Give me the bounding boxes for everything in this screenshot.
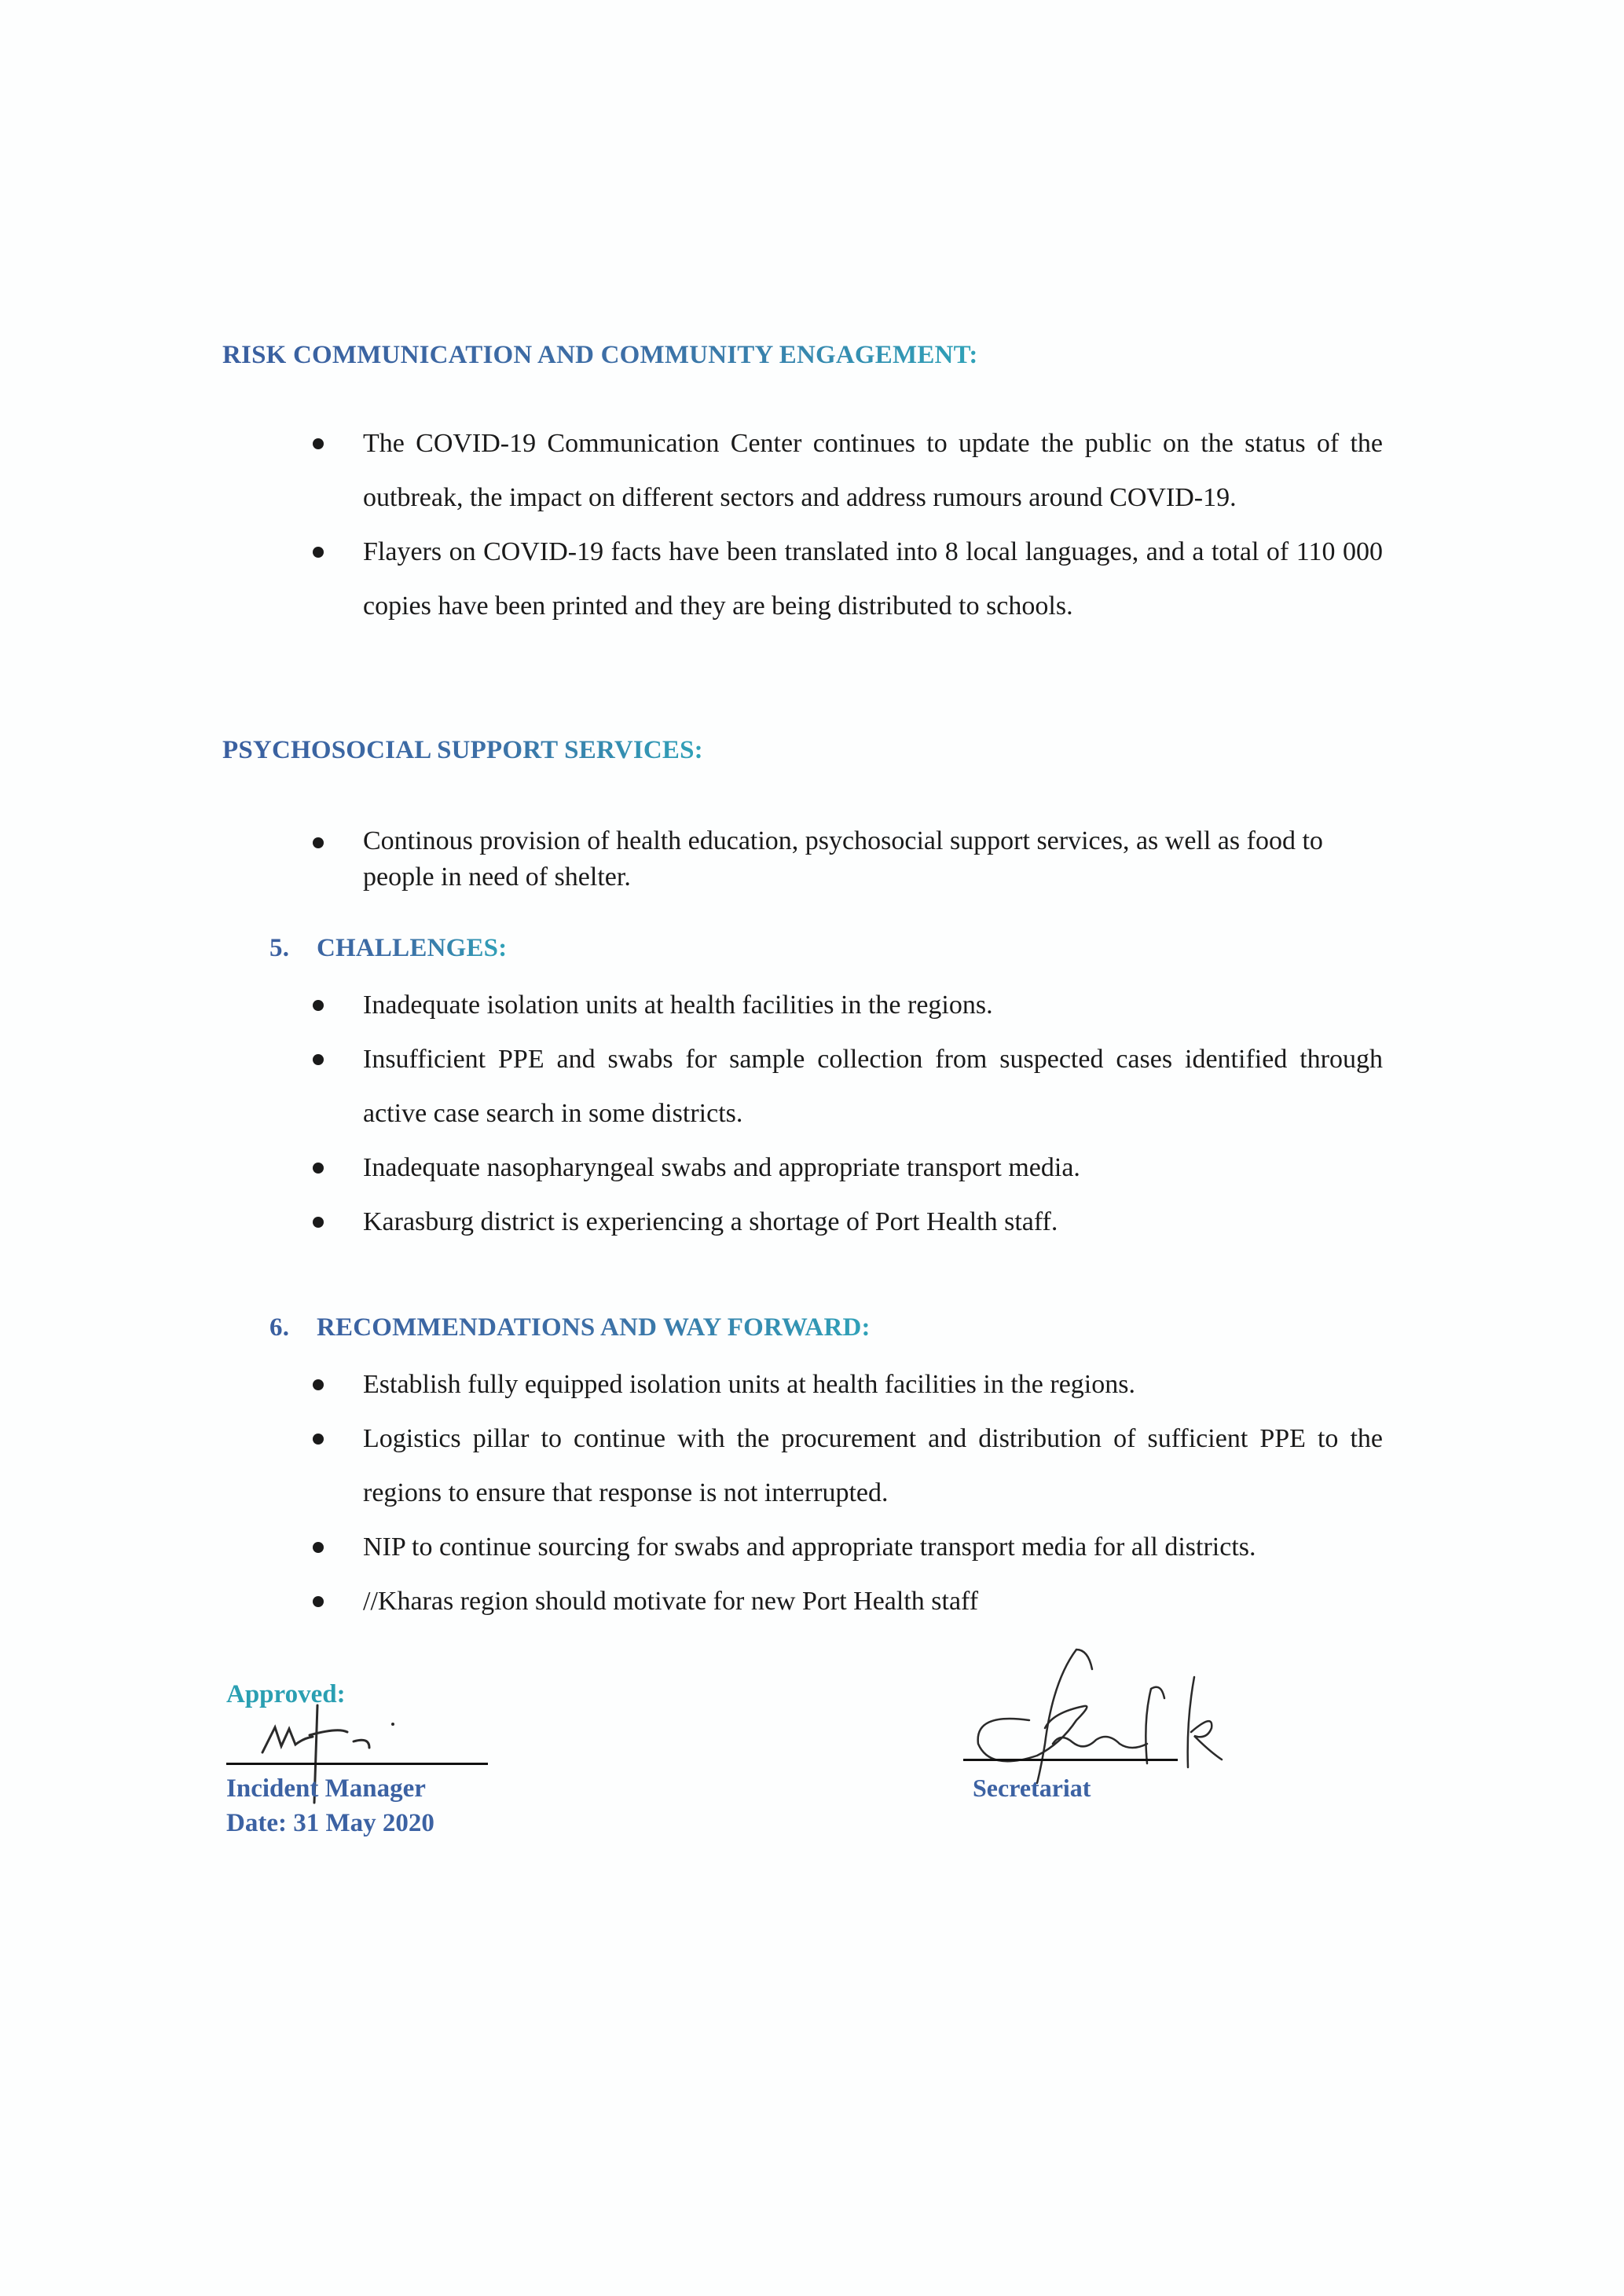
section-title: CHALLENGES: <box>317 934 508 962</box>
bullet-icon <box>313 1434 324 1445</box>
section-number: 6. <box>269 1313 290 1342</box>
secretariat-label: Secretariat <box>973 1774 1091 1802</box>
heading-recommendations <box>269 1313 871 1342</box>
bullet-icon <box>313 1054 324 1065</box>
heading-psychosocial: PSYCHOSOCIAL SUPPORT SERVICES: <box>222 736 703 764</box>
bullet-icon <box>313 438 324 449</box>
section-number: 5. <box>269 934 290 962</box>
bullet-icon <box>313 1596 324 1607</box>
list-item: NIP to continue sourcing for swabs and appropriate transport media for all districts. <box>306 1520 1383 1574</box>
bullet-icon <box>313 1000 324 1011</box>
psychosocial-list <box>306 823 1383 895</box>
heading-challenges <box>269 934 507 963</box>
list-item: Inadequate nasopharyngeal swabs and appropriate transport media. <box>306 1141 1383 1195</box>
bullet-icon <box>313 547 324 558</box>
incident-manager-label: Incident Manager <box>226 1774 426 1803</box>
list-item: Karasburg district is experiencing a shortage of Port Health staff. <box>306 1195 1383 1249</box>
bullet-icon <box>313 837 324 848</box>
secretariat-signature-line <box>963 1759 1178 1761</box>
challenges-list <box>306 978 1383 1249</box>
section-title: RECOMMENDATIONS AND WAY FORWARD: <box>317 1313 871 1342</box>
bullet-icon <box>313 1217 324 1228</box>
bullet-icon <box>313 1542 324 1553</box>
list-item: Inadequate isolation units at health facilities in the regions. <box>306 978 1383 1032</box>
list-item: Continous provision of health education, psychosocial support services, as well as food to people in need of shelter. <box>306 823 1383 895</box>
heading-risk-communication: RISK COMMUNICATION AND COMMUNITY ENGAGEMENT: <box>222 341 978 369</box>
approval-signature-line <box>226 1763 488 1765</box>
list-item: Flayers on COVID-19 facts have been translated into 8 local languages, and a total of 110 000 copies have been printed and they are being distributed to schools. <box>306 525 1383 633</box>
risk-communication-list <box>306 416 1383 633</box>
secretariat-signature-icon <box>959 1634 1241 1775</box>
approved-label: Approved: <box>226 1680 346 1708</box>
recommendations-list <box>306 1357 1383 1628</box>
list-item: The COVID-19 Communication Center continues to update the public on the status of the outbreak, the impact on different sectors and address rumours around COVID-19. <box>306 416 1383 525</box>
list-item: Logistics pillar to continue with the procurement and distribution of sufficient PPE to the regions to ensure that response is not interrupted. <box>306 1412 1383 1520</box>
list-item: Establish fully equipped isolation units at health facilities in the regions. <box>306 1357 1383 1412</box>
list-item: //Kharas region should motivate for new Port Health staff <box>306 1574 1383 1628</box>
bullet-icon <box>313 1379 324 1390</box>
approval-date: Date: 31 May 2020 <box>226 1809 434 1837</box>
bullet-icon <box>313 1163 324 1174</box>
list-item: Insufficient PPE and swabs for sample collection from suspected cases identified through active case search in some districts. <box>306 1032 1383 1141</box>
incident-manager-signature-icon <box>251 1701 456 1763</box>
